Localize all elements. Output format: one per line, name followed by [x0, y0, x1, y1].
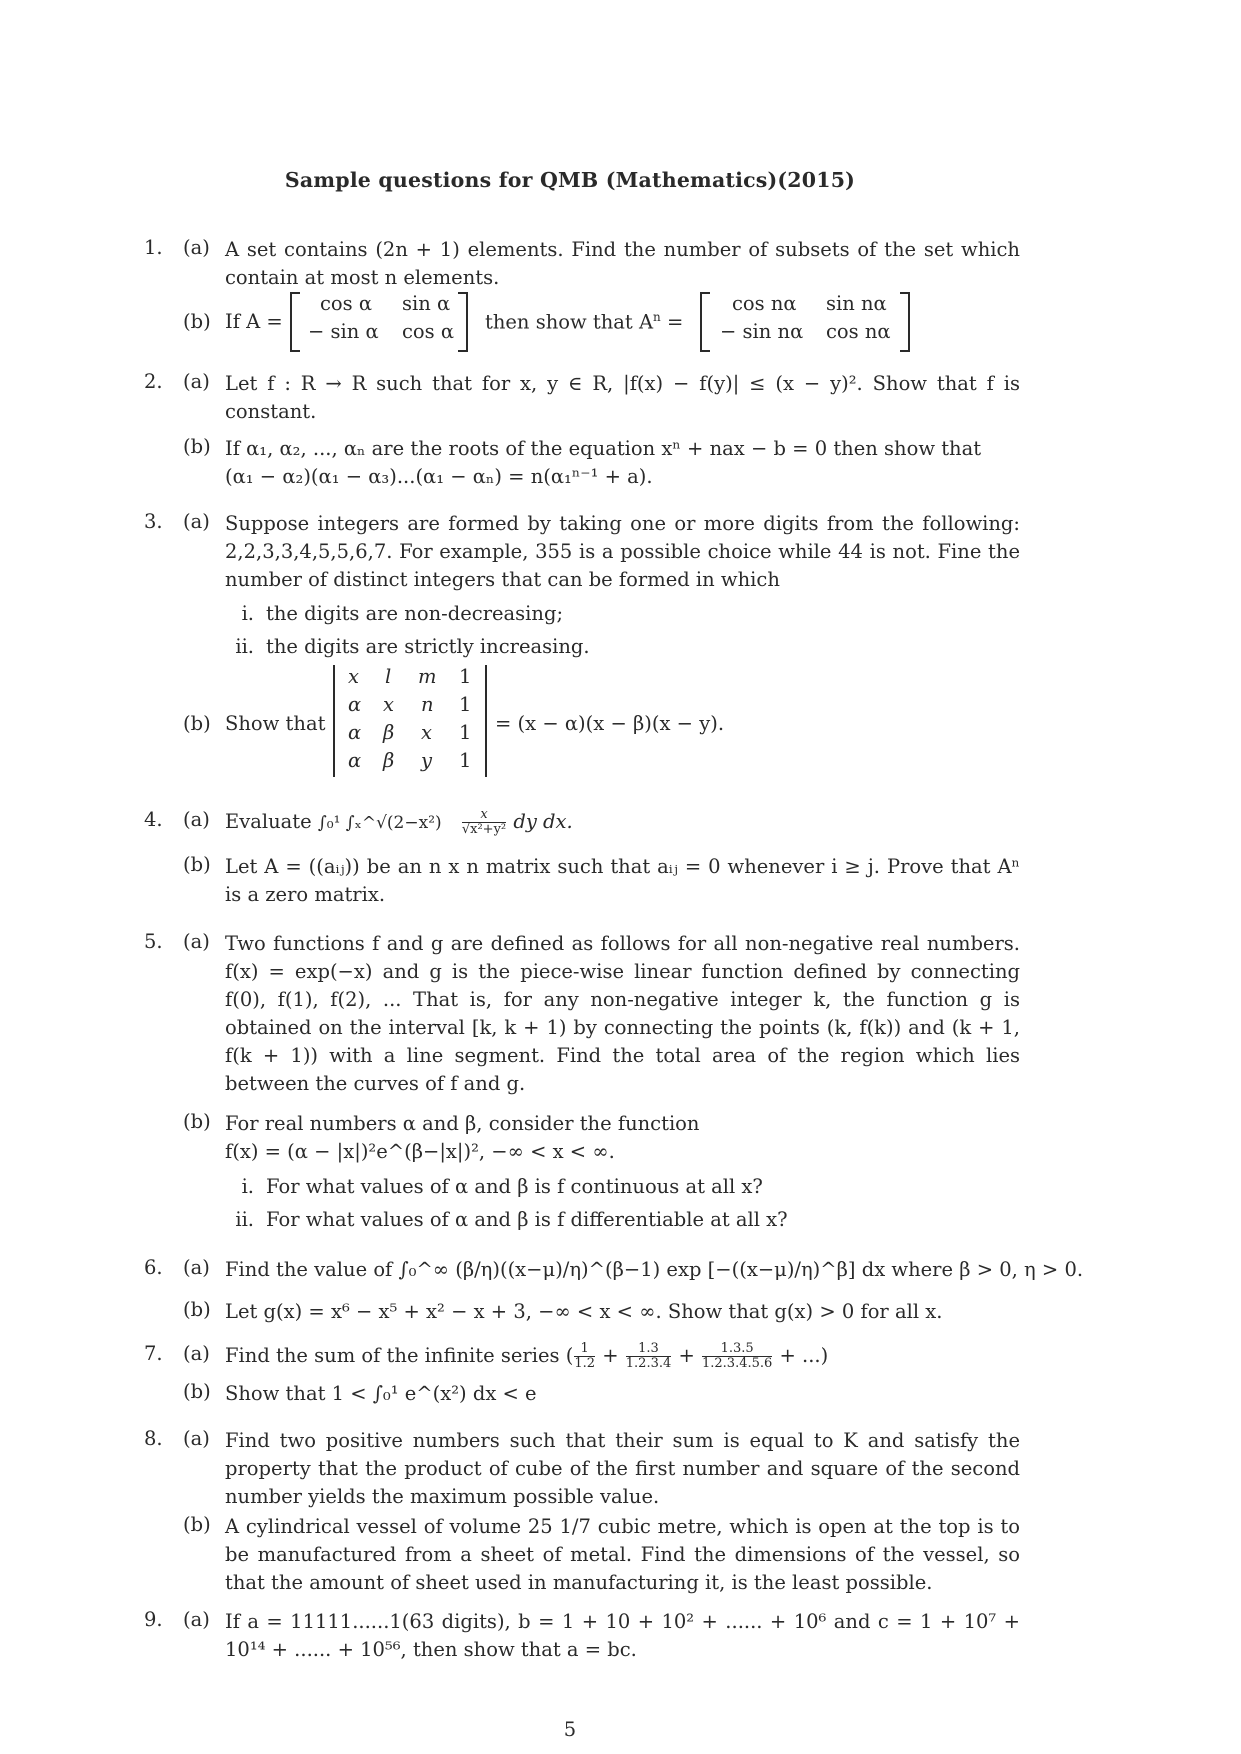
- matrix-a-power-n: cos nα sin nα − sin nα cos nα: [700, 292, 910, 352]
- subpart-label: i.: [241, 1175, 254, 1198]
- part-label: (a): [183, 1427, 210, 1450]
- part-label: (b): [183, 853, 211, 876]
- question-text: = (x − α)(x − β)(x − y).: [495, 712, 725, 735]
- part-label: (a): [183, 1608, 210, 1631]
- subpart-label: i.: [241, 602, 254, 625]
- question-text: Let g(x) = x⁶ − x⁵ + x² − x + 3, −∞ < x < ∞. Show that g(x) > 0 for all x.: [225, 1300, 943, 1323]
- part-label: (b): [183, 1298, 211, 1321]
- subpart-text: the digits are strictly increasing.: [266, 635, 590, 658]
- part-label: (a): [183, 236, 210, 259]
- question-text: If α₁, α₂, ..., αₙ are the roots of the equation xⁿ + nax − b = 0 then show that: [225, 437, 982, 460]
- question-number: 5.: [144, 930, 163, 953]
- question-number: 9.: [144, 1608, 163, 1631]
- question-text: Two functions f and g are defined as follows for all non-negative real numbers. f(x) = exp(−x) and g is the piece-wise linear function defined by connecting f(0), f(1), f(2), ... That is, for any non-negative integer k, the function g is obtained on the interval [k, k + 1) by connecting the points (k, f(k)) and (k + 1, f(k + 1)) with a line segment. Find the total area of the region which lies between the curves of f and g.: [225, 932, 1020, 1095]
- determinant: x l m 1 α x n 1 α β x 1 α β y 1: [333, 665, 493, 780]
- part-label: (b): [183, 1513, 211, 1536]
- part-label: (a): [183, 808, 210, 831]
- question-text: Show that: [225, 712, 326, 735]
- question-text: Find the value of ∫₀^∞ (β/η)((x−μ)/η)^(β−1) exp [−((x−μ)/η)^β] dx where β > 0, η > 0.: [225, 1258, 1084, 1281]
- subpart-label: ii.: [235, 1208, 254, 1231]
- subpart-label: ii.: [235, 635, 254, 658]
- question-text: Evaluate ∫₀¹ ∫ₓ^√(2−x²) $\frac{x}{\text{√x²+y²}}$ dy dx.: [225, 807, 573, 837]
- question-number: 7.: [144, 1342, 163, 1365]
- question-text: Suppose integers are formed by taking one or more digits from the following: 2,2,3,3,4,5,5,6,7. For example, 355 is a possible choice while 44 is not. Fine the number of distinct integers that can be formed in which: [225, 512, 1020, 591]
- question-text: Let A = ((aᵢⱼ)) be an n x n matrix such that aᵢⱼ = 0 whenever i ≥ j. Prove that Aⁿ is a zero matrix.: [225, 855, 1020, 906]
- question-text: For real numbers α and β, consider the function: [225, 1112, 700, 1135]
- question-number: 6.: [144, 1256, 163, 1279]
- part-label: (b): [183, 1110, 211, 1133]
- subpart-text: For what values of α and β is f differentiable at all x?: [266, 1208, 788, 1231]
- question-number: 3.: [144, 510, 163, 533]
- part-label: (b): [183, 435, 211, 458]
- part-label: (b): [183, 712, 211, 735]
- question-number: 2.: [144, 370, 163, 393]
- part-label: (b): [183, 1380, 211, 1403]
- part-label: (a): [183, 370, 210, 393]
- page-title: Sample questions for QMB (Mathematics)(2015): [284, 168, 856, 192]
- question-text: then show that $A^n$ =: [485, 310, 684, 334]
- question-text: If A =: [225, 310, 283, 333]
- question-text: Find the sum of the infinite series ( $\frac{1}{1.2}$ + $\frac{1.3}{1.2.3.4}$ + $\frac{1.3.5}{1.2.3.4.5.6}$ + ...): [225, 1341, 829, 1371]
- question-number: 8.: [144, 1427, 163, 1450]
- question-text: (α₁ − α₂)(α₁ − α₃)...(α₁ − αₙ) = n(α₁ⁿ⁻¹ + a).: [225, 465, 653, 488]
- question-text: Find two positive numbers such that their sum is equal to K and satisfy the property that the product of cube of the first number and square of the second number yields the maximum possible value.: [225, 1429, 1020, 1508]
- part-label: (b): [183, 310, 211, 333]
- part-label: (a): [183, 1256, 210, 1279]
- question-text: Show that 1 < ∫₀¹ e^(x²) dx < e: [225, 1382, 537, 1405]
- matrix-a: cos α sin α − sin α cos α: [290, 292, 470, 352]
- part-label: (a): [183, 930, 210, 953]
- question-number: 4.: [144, 808, 163, 831]
- question-text: f(x) = (α − |x|)²e^(β−|x|)², −∞ < x < ∞.: [225, 1140, 615, 1163]
- question-text: A set contains (2n + 1) elements. Find the number of subsets of the set which contain at most n elements.: [225, 238, 1020, 289]
- question-text: Let f : R → R such that for x, y ∈ R, |f(x) − f(y)| ≤ (x − y)². Show that f is constant.: [225, 372, 1020, 423]
- question-number: 1.: [144, 236, 163, 259]
- question-text: If a = 11111......1(63 digits), b = 1 + 10 + 10² + ...... + 10⁶ and c = 1 + 10⁷ + 10¹⁴ + ...... + 10⁵⁶, then show that a = bc.: [225, 1610, 1020, 1661]
- page-number: 5: [563, 1718, 577, 1741]
- subpart-text: For what values of α and β is f continuous at all x?: [266, 1175, 763, 1198]
- part-label: (a): [183, 1342, 210, 1365]
- part-label: (a): [183, 510, 210, 533]
- question-text: A cylindrical vessel of volume 25 1/7 cubic metre, which is open at the top is to be manufactured from a sheet of metal. Find the dimensions of the vessel, so that the amount of sheet used in manufacturing it, is the least possible.: [225, 1515, 1020, 1594]
- subpart-text: the digits are non-decreasing;: [266, 602, 564, 625]
